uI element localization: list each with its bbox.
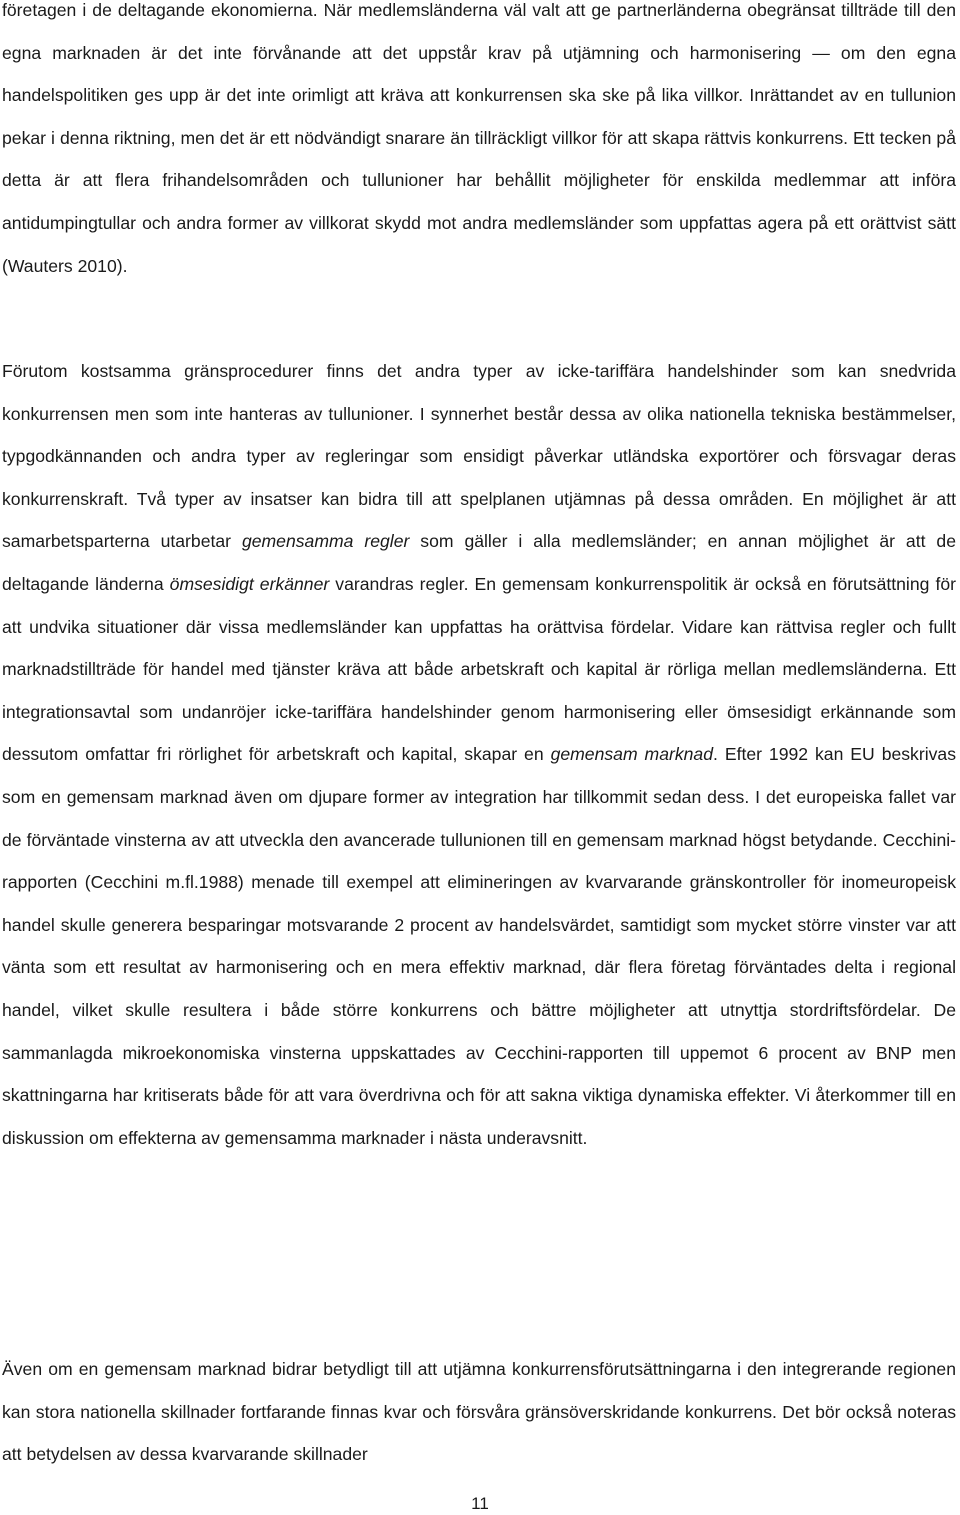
paragraph-3-text: Även om en gemensam marknad bidrar betydligt till att utjämna konkurrensförutsättningarna i den integrerande regionen kan stora nationella skillnader fortfarande finnas kvar och försvåra gränsöverskridande konkurrens. Det bör också noteras att betydelsen av dessa kvarvarande skillnader <box>2 1359 956 1465</box>
paragraph-1 <box>2 0 956 287</box>
paragraph-1-text: företagen i de deltagande ekonomierna. När medlemsländerna väl valt att ge partnerländerna obegränsat tillträde till den egna marknaden är det inte förvånande att det uppstår krav på utjämning och harmonisering — om den egna handelspolitiken ges upp är det inte orimligt att kräva att konkurrensen ska ske på lika villkor. Inrättandet av en tullunion pekar i denna riktning, men det är ett nödvändigt snarare än tillräckligt villkor för att skapa rättvis konkurrens. Ett tecken på detta är att flera frihandelsområden och tullunioner har behållit möjligheter för enskilda medlemmar att införa antidumpingtullar och andra former av villkorat skydd mot andra medlemsländer som uppfattas agera på ett orättvist sätt (Wauters 2010). <box>2 0 956 276</box>
paragraph-2 <box>2 350 956 1159</box>
paragraph-3 <box>2 1348 956 1476</box>
italic-term-omsesidigt-erkanner: ömsesidigt erkänner <box>169 573 330 594</box>
italic-term-gemensamma-regler: gemensamma regler <box>241 531 410 552</box>
paragraph-2-text-1: Förutom kostsamma gränsprocedurer finns det andra typer av icke-tariffära handelshinder som kan snedvrida konkurrensen men som inte hanteras av tullunioner. I synnerhet består dessa av olika nationella tekniska bestämmelser, typgodkännanden och andra typer av regleringar som ensidigt påverkar utländska exportörer och försvagar deras konkurrenskraft. Två typer av insatser kan bidra till att spelplanen utjämnas på dessa områden. En möjlighet är att samarbetsparterna utarbetar <box>2 361 956 552</box>
paragraph-2-text-3: varandras regler. En gemensam konkurrenspolitik är också en förutsättning för att undvika situationer där vissa medlemsländer kan uppfattas ha orättvisa fördelar. Vidare kan rättvisa regler och fullt marknadstillträde för handel med tjänster kräva att både arbetskraft och kapital är rörliga mellan medlemsländerna. Ett integrationsavtal som undanröjer icke-tariffära handelshinder genom harmonisering eller ömsesidigt erkännande som dessutom omfattar fri rörlighet för arbetskraft och kapital, skapar en <box>2 573 956 765</box>
paragraph-2-text-2: som gäller i alla medlemsländer; en annan möjlighet är att de deltagande länderna <box>2 531 956 594</box>
page-number: 11 <box>471 1494 489 1513</box>
paragraph-2-text-4: . Efter 1992 kan EU beskrivas som en gemensam marknad även om djupare former av integration har tillkommit sedan dess. I det europeiska fallet var de förväntade vinsterna av att utveckla den avancerade tullunionen till en gemensam marknad högst betydande. Cecchini-rapporten (Cecchini m.fl.1988) menade till exempel att elimineringen av kvarvarande gränskontroller för inomeuropeisk handel skulle generera besparingar motsvarande 2 procent av handelsvärdet, samtidigt som mycket större vinster var att vänta som ett resultat av harmonisering och en mera effektiv marknad, där flera företag förväntades delta i regional handel, vilket skulle resultera i både större konkurrens och bättre möjligheter att utnyttja stordriftsfördelar. De sammanlagda mikroekonomiska vinsterna uppskattades av Cecchini-rapporten till uppemot 6 procent av BNP men skattningarna har kritiserats både för att vara överdrivna och för att sakna viktiga dynamiska effekter. Vi återkommer till en diskussion om effekterna av gemensamma marknader i nästa underavsnitt. <box>2 744 956 1148</box>
italic-term-gemensam-marknad: gemensam marknad <box>550 744 713 765</box>
